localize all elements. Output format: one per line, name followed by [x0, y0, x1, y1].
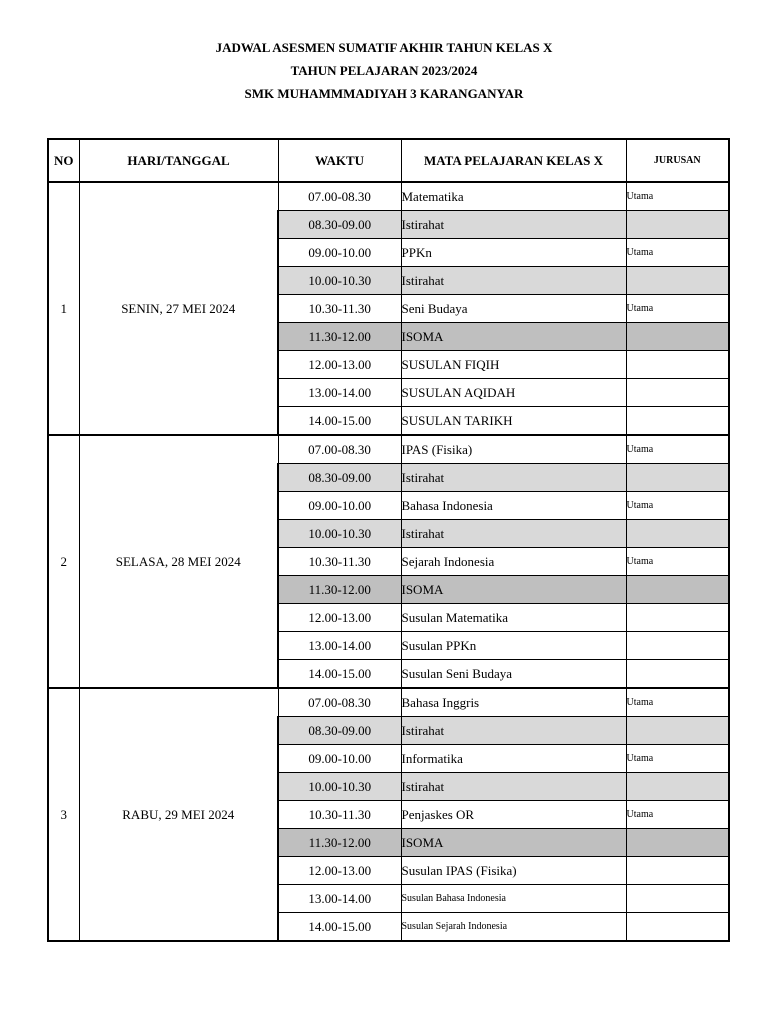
time-cell: 10.00-10.30	[278, 520, 401, 548]
subject-cell: Bahasa Inggris	[401, 688, 626, 717]
day-date: SENIN, 27 MEI 2024	[79, 182, 278, 435]
day-number: 1	[48, 182, 79, 435]
subject-cell: Susulan PPKn	[401, 632, 626, 660]
table-row	[48, 182, 729, 211]
subject-cell: Informatika	[401, 745, 626, 773]
time-cell: 09.00-10.00	[278, 492, 401, 520]
time-cell: 10.30-11.30	[278, 295, 401, 323]
jurusan-cell: Utama	[626, 295, 729, 323]
header-subject: MATA PELAJARAN KELAS X	[401, 139, 626, 182]
table-row	[48, 688, 729, 717]
subject-cell: Matematika	[401, 182, 626, 211]
jurusan-cell: Utama	[626, 182, 729, 211]
time-cell: 10.30-11.30	[278, 548, 401, 576]
day-date: RABU, 29 MEI 2024	[79, 688, 278, 941]
jurusan-cell: Utama	[626, 435, 729, 464]
subject-cell: Istirahat	[401, 773, 626, 801]
time-cell: 13.00-14.00	[278, 632, 401, 660]
jurusan-cell	[626, 464, 729, 492]
subject-cell: Istirahat	[401, 464, 626, 492]
jurusan-cell	[626, 211, 729, 239]
time-cell: 07.00-08.30	[278, 688, 401, 717]
subject-cell: SUSULAN TARIKH	[401, 407, 626, 436]
subject-cell: PPKn	[401, 239, 626, 267]
day-number: 2	[48, 435, 79, 688]
time-cell: 12.00-13.00	[278, 351, 401, 379]
subject-cell: Susulan Bahasa Indonesia	[401, 885, 626, 913]
subject-cell: Bahasa Indonesia	[401, 492, 626, 520]
schedule-table	[47, 138, 730, 942]
subject-cell: IPAS (Fisika)	[401, 435, 626, 464]
jurusan-cell: Utama	[626, 688, 729, 717]
subject-cell: SUSULAN FIQIH	[401, 351, 626, 379]
jurusan-cell	[626, 520, 729, 548]
jurusan-cell	[626, 379, 729, 407]
time-cell: 10.00-10.30	[278, 773, 401, 801]
time-cell: 08.30-09.00	[278, 211, 401, 239]
subject-cell: Susulan Seni Budaya	[401, 660, 626, 689]
jurusan-cell	[626, 267, 729, 295]
jurusan-cell	[626, 323, 729, 351]
subject-cell: Sejarah Indonesia	[401, 548, 626, 576]
jurusan-cell	[626, 829, 729, 857]
subject-cell: Susulan Matematika	[401, 604, 626, 632]
jurusan-cell	[626, 773, 729, 801]
time-cell: 12.00-13.00	[278, 604, 401, 632]
jurusan-cell	[626, 576, 729, 604]
time-cell: 08.30-09.00	[278, 464, 401, 492]
table-row	[48, 435, 729, 464]
jurusan-cell	[626, 660, 729, 689]
heading-year: TAHUN PELAJARAN 2023/2024	[290, 63, 478, 78]
time-cell: 10.30-11.30	[278, 801, 401, 829]
time-cell: 14.00-15.00	[278, 660, 401, 689]
jurusan-cell	[626, 351, 729, 379]
time-cell: 07.00-08.30	[278, 182, 401, 211]
subject-cell: Penjaskes OR	[401, 801, 626, 829]
subject-cell: Istirahat	[401, 717, 626, 745]
time-cell: 13.00-14.00	[278, 379, 401, 407]
time-cell: 11.30-12.00	[278, 323, 401, 351]
jurusan-cell: Utama	[626, 239, 729, 267]
day-date: SELASA, 28 MEI 2024	[79, 435, 278, 688]
schedule-body	[48, 182, 729, 941]
jurusan-cell	[626, 632, 729, 660]
jurusan-cell: Utama	[626, 801, 729, 829]
time-cell: 14.00-15.00	[278, 913, 401, 942]
jurusan-cell	[626, 604, 729, 632]
subject-cell: Seni Budaya	[401, 295, 626, 323]
header-no: NO	[48, 139, 79, 182]
jurusan-cell: Utama	[626, 492, 729, 520]
document-heading	[0, 36, 768, 105]
jurusan-cell	[626, 913, 729, 942]
subject-cell: ISOMA	[401, 576, 626, 604]
jurusan-cell: Utama	[626, 745, 729, 773]
jurusan-cell	[626, 885, 729, 913]
subject-cell: Susulan IPAS (Fisika)	[401, 857, 626, 885]
jurusan-cell	[626, 407, 729, 436]
jurusan-cell	[626, 717, 729, 745]
table-header-row	[48, 139, 729, 182]
time-cell: 13.00-14.00	[278, 885, 401, 913]
subject-cell: Susulan Sejarah Indonesia	[401, 913, 626, 942]
day-number: 3	[48, 688, 79, 941]
time-cell: 11.30-12.00	[278, 829, 401, 857]
subject-cell: SUSULAN AQIDAH	[401, 379, 626, 407]
subject-cell: Istirahat	[401, 267, 626, 295]
subject-cell: ISOMA	[401, 323, 626, 351]
header-day: HARI/TANGGAL	[79, 139, 278, 182]
heading-school: SMK MUHAMMMADIYAH 3 KARANGANYAR	[244, 86, 524, 101]
heading-title: JADWAL ASESMEN SUMATIF AKHIR TAHUN KELAS X	[215, 40, 553, 55]
time-cell: 11.30-12.00	[278, 576, 401, 604]
jurusan-cell: Utama	[626, 548, 729, 576]
header-time: WAKTU	[278, 139, 401, 182]
header-jurusan: JURUSAN	[626, 139, 729, 182]
subject-cell: Istirahat	[401, 211, 626, 239]
time-cell: 07.00-08.30	[278, 435, 401, 464]
subject-cell: ISOMA	[401, 829, 626, 857]
subject-cell: Istirahat	[401, 520, 626, 548]
time-cell: 09.00-10.00	[278, 745, 401, 773]
time-cell: 08.30-09.00	[278, 717, 401, 745]
time-cell: 12.00-13.00	[278, 857, 401, 885]
time-cell: 14.00-15.00	[278, 407, 401, 436]
time-cell: 10.00-10.30	[278, 267, 401, 295]
jurusan-cell	[626, 857, 729, 885]
time-cell: 09.00-10.00	[278, 239, 401, 267]
